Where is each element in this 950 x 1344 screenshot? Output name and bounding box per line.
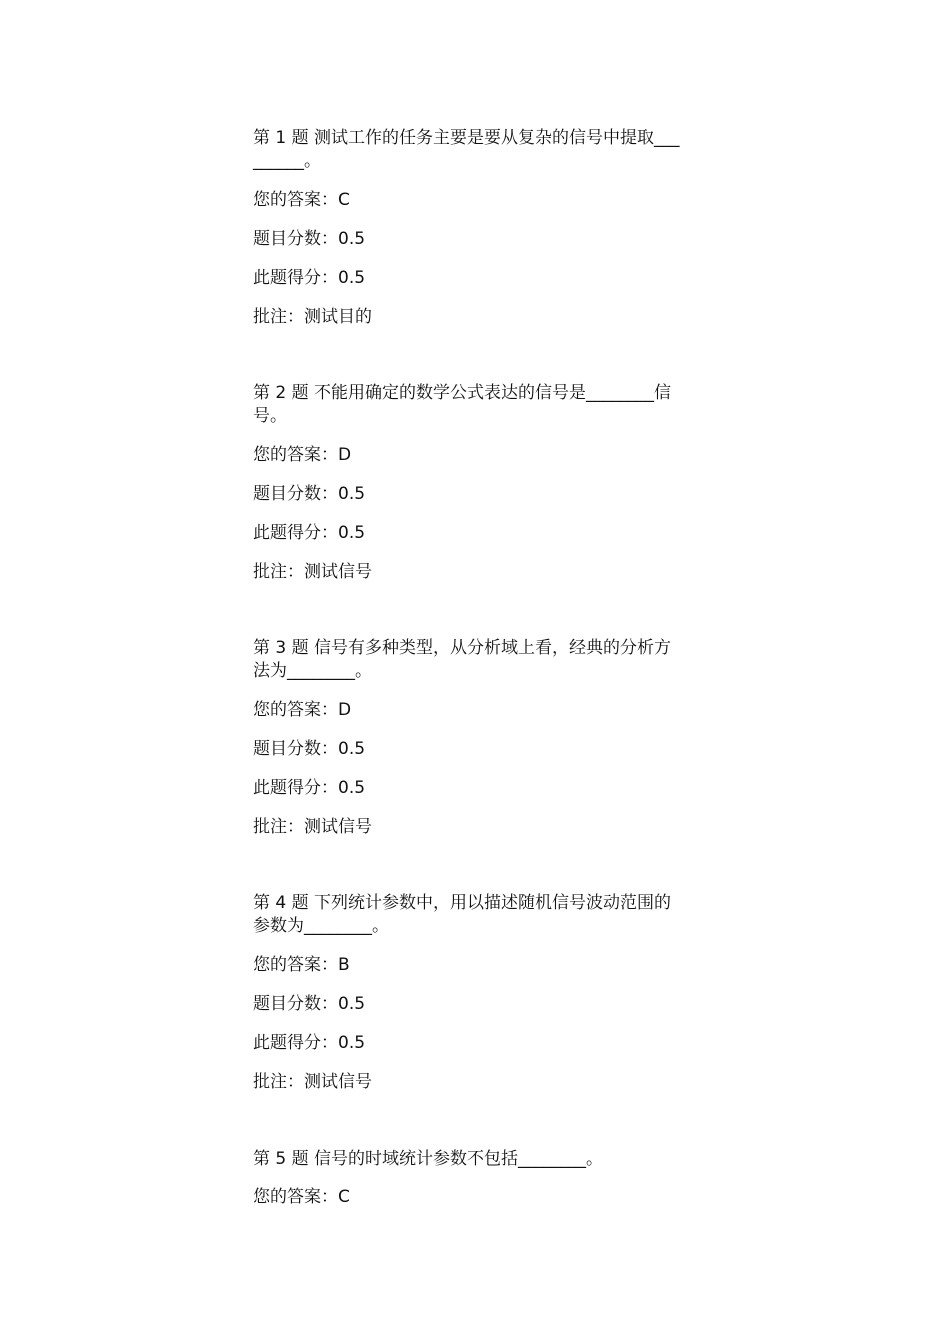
question-title: 第 2 题 不能用确定的数学公式表达的信号是________信 (253, 383, 672, 403)
answer-value: C (338, 1187, 350, 1207)
question-score: 题目分数：0.5 (253, 994, 366, 1014)
question-title-cont: 参数为________。 (253, 916, 389, 936)
annotation-value: 测试目的 (304, 307, 372, 327)
annotation-value: 测试信号 (304, 817, 372, 837)
your-answer: 您的答案：D (253, 445, 352, 465)
annotation: 批注：测试信号 (253, 562, 372, 582)
score-value: 0.5 (338, 484, 366, 504)
earned-score: 此题得分：0.5 (253, 1033, 366, 1053)
question-score: 题目分数：0.5 (253, 229, 366, 249)
question-title-cont: 法为________。 (253, 661, 372, 681)
your-answer: 您的答案：B (253, 955, 350, 975)
answer-value: D (338, 700, 352, 720)
annotation-value: 测试信号 (304, 562, 372, 582)
question-score: 题目分数：0.5 (253, 484, 366, 504)
question-title: 第 1 题 测试工作的任务主要是要从复杂的信号中提取___ (253, 128, 680, 148)
question-title-cont: 号。 (253, 406, 287, 426)
earned-score: 此题得分：0.5 (253, 778, 366, 798)
earned-value: 0.5 (338, 778, 366, 798)
earned-value: 0.5 (338, 1033, 366, 1053)
question-title: 第 4 题 下列统计参数中，用以描述随机信号波动范围的 (253, 893, 672, 913)
earned-value: 0.5 (338, 523, 366, 543)
annotation: 批注：测试信号 (253, 817, 372, 837)
annotation: 批注：测试目的 (253, 307, 372, 327)
question-title: 第 5 题 信号的时域统计参数不包括________。 (253, 1149, 604, 1169)
your-answer: 您的答案：C (253, 190, 350, 210)
answer-value: B (338, 955, 350, 975)
score-value: 0.5 (338, 994, 366, 1014)
score-value: 0.5 (338, 229, 366, 249)
annotation: 批注：测试信号 (253, 1072, 372, 1092)
your-answer: 您的答案：C (253, 1187, 350, 1207)
question-title: 第 3 题 信号有多种类型，从分析域上看，经典的分析方 (253, 638, 672, 658)
question-title-cont: ______。 (253, 151, 321, 171)
earned-score: 此题得分：0.5 (253, 523, 366, 543)
annotation-value: 测试信号 (304, 1072, 372, 1092)
earned-value: 0.5 (338, 268, 366, 288)
answer-value: C (338, 190, 350, 210)
earned-score: 此题得分：0.5 (253, 268, 366, 288)
answer-value: D (338, 445, 352, 465)
your-answer: 您的答案：D (253, 700, 352, 720)
question-score: 题目分数：0.5 (253, 739, 366, 759)
score-value: 0.5 (338, 739, 366, 759)
